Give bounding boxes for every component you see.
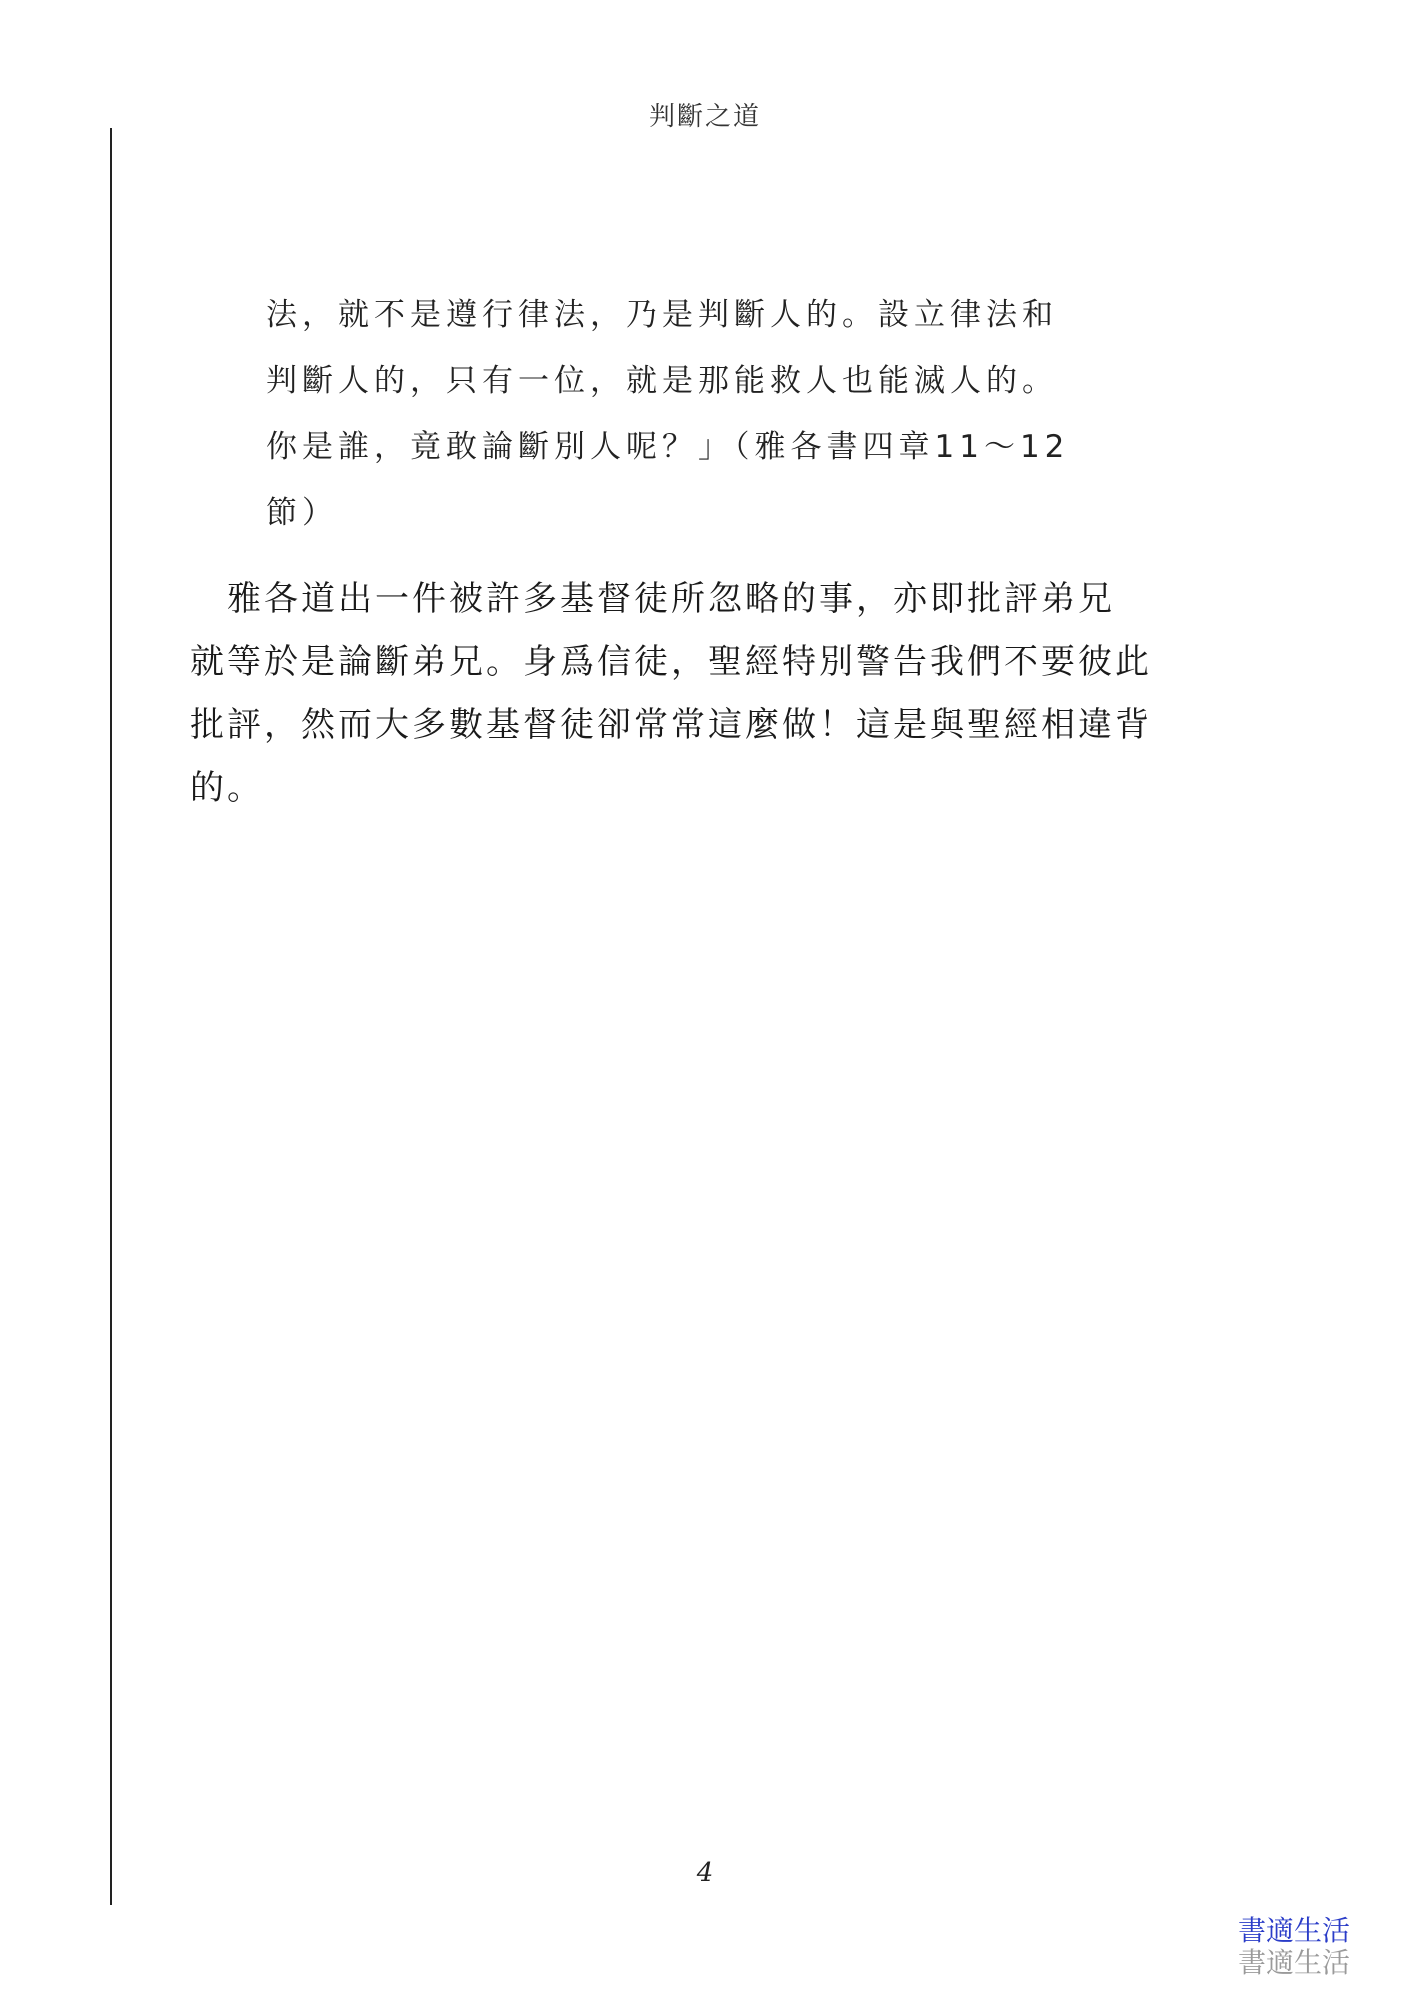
margin-rule bbox=[110, 128, 112, 1905]
watermark-line: 書適生活 bbox=[1237, 1946, 1350, 1979]
body-line: 的。 bbox=[190, 768, 264, 808]
running-header: 判斷之道 bbox=[648, 102, 761, 132]
body-paragraph bbox=[190, 568, 1190, 820]
scripture-quote bbox=[266, 282, 1126, 546]
watermark-line: 書適生活 bbox=[1237, 1914, 1350, 1947]
page-number: 4 bbox=[696, 1858, 714, 1888]
quote-line: 判斷人的，只有一位，就是那能救人也能滅人的。 bbox=[266, 363, 1058, 399]
quote-line: 法，就不是遵行律法，乃是判斷人的。設立律法和 bbox=[266, 297, 1058, 333]
quote-line: 節） bbox=[266, 495, 338, 531]
body-line: 雅各道出一件被許多基督徒所忽略的事，亦即批評弟兄 bbox=[190, 579, 1115, 619]
quote-line: 你是誰，竟敢論斷別人呢？」（雅各書四章11～12 bbox=[266, 429, 1070, 465]
body-line: 就等於是論斷弟兄。身爲信徒，聖經特別警告我們不要彼此 bbox=[190, 642, 1152, 682]
body-line: 批評，然而大多數基督徒卻常常這麼做！這是與聖經相違背 bbox=[190, 705, 1152, 745]
watermark bbox=[1238, 1915, 1350, 1979]
